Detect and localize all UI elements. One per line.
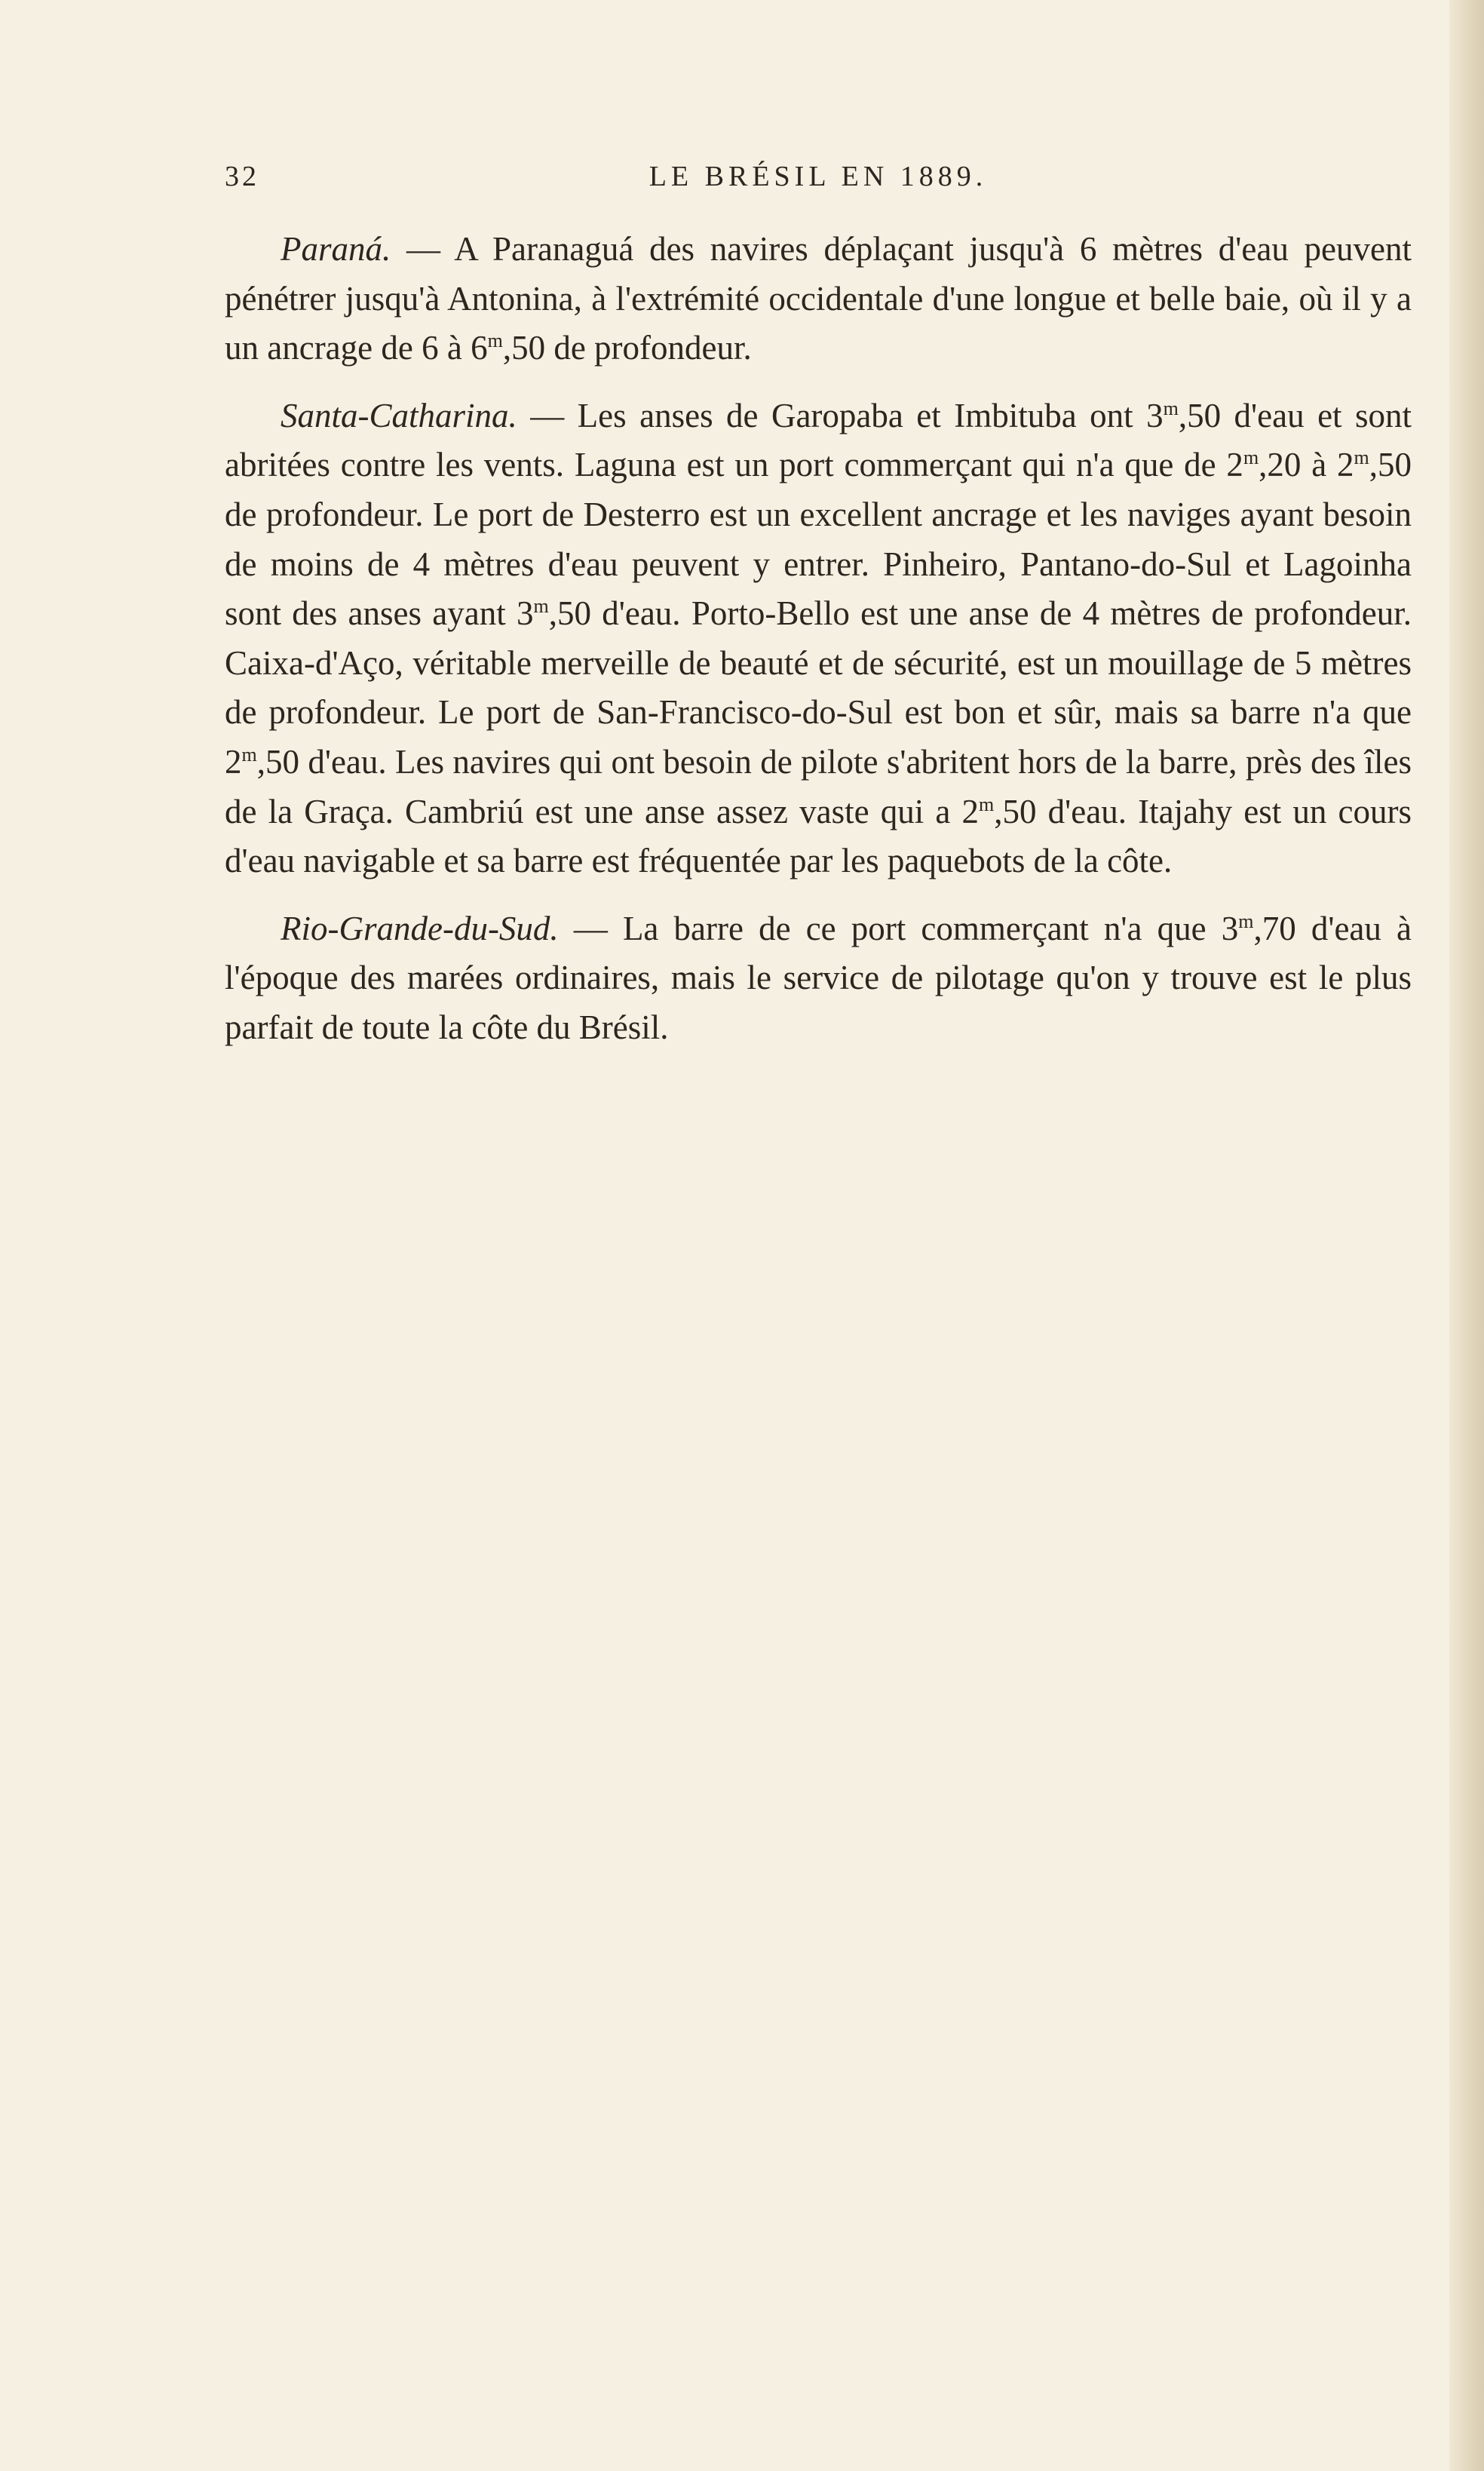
body-text [225, 225, 1412, 1071]
page-edge [1449, 0, 1484, 2471]
running-title: LE BRÉSIL EN 1889. [648, 161, 988, 192]
paragraph-body: — A Paranaguá des navires déplaçant jusqu'à 6 mètres d'eau peuvent pénétrer jusqu'à Antonina, à l'extrémité occidentale d'une longue et belle baie, où il y a un ancrage de 6 à 6$^m$,50 de profondeur. [225, 230, 1412, 367]
page-header [225, 160, 1412, 205]
paragraph-body: — Les anses de Garopaba et Imbituba ont 3$^m$,50 d'eau et sont abritées contre les vents. Laguna est un port commerçant qui n'a que de 2$^m$,20 à 2$^m$,50 de profondeur. Le port de Desterro est un excellent ancrage et les naviges ayant besoin de moins de 4 mètres d'eau peuvent y entrer. Pinheiro, Pantano-do-Sul et Lagoinha sont des anses ayant 3$^m$,50 d'eau. Porto-Bello est une anse de 4 mètres de profondeur. Caixa-d'Aço, véritable merveille de beauté et de sécurité, est un mouillage de 5 mètres de profondeur. Le port de San-Francisco-do-Sul est bon et sûr, mais sa barre n'a que 2$^m$,50 d'eau. Les navires qui ont besoin de pilote s'abritent hors de la barre, près des îles de la Graça. Cambriú est une anse assez vaste qui a 2$^m$,50 d'eau. Itajahy est un cours d'eau navigable et sa barre est fréquentée par les paquebots de la côte. [225, 396, 1412, 880]
superscript-unit: m [533, 595, 549, 618]
paragraph-lead: Santa-Catharina. [281, 396, 517, 434]
page-number: 32 [225, 161, 259, 192]
superscript-unit: m [487, 330, 503, 352]
paragraph-santa-catharina [225, 391, 1412, 886]
paragraph-lead: Rio-Grande-du-Sud. [281, 909, 559, 947]
superscript-unit: m [1354, 447, 1369, 469]
paragraph-rio-grande-du-sud [225, 904, 1412, 1053]
superscript-unit: m [1243, 447, 1259, 469]
paragraph-body: — La barre de ce port commerçant n'a que 3$^m$,70 d'eau à l'époque des marées ordinaires, mais le service de pilotage qu'on y trouve est le plus parfait de toute la côte du Brésil. [225, 909, 1412, 1046]
paragraph-parana [225, 225, 1412, 373]
paragraph-lead: Paraná. [281, 230, 391, 268]
superscript-unit: m [241, 743, 257, 766]
superscript-unit: m [1163, 397, 1179, 419]
superscript-unit: m [1238, 910, 1254, 932]
superscript-unit: m [979, 793, 995, 815]
